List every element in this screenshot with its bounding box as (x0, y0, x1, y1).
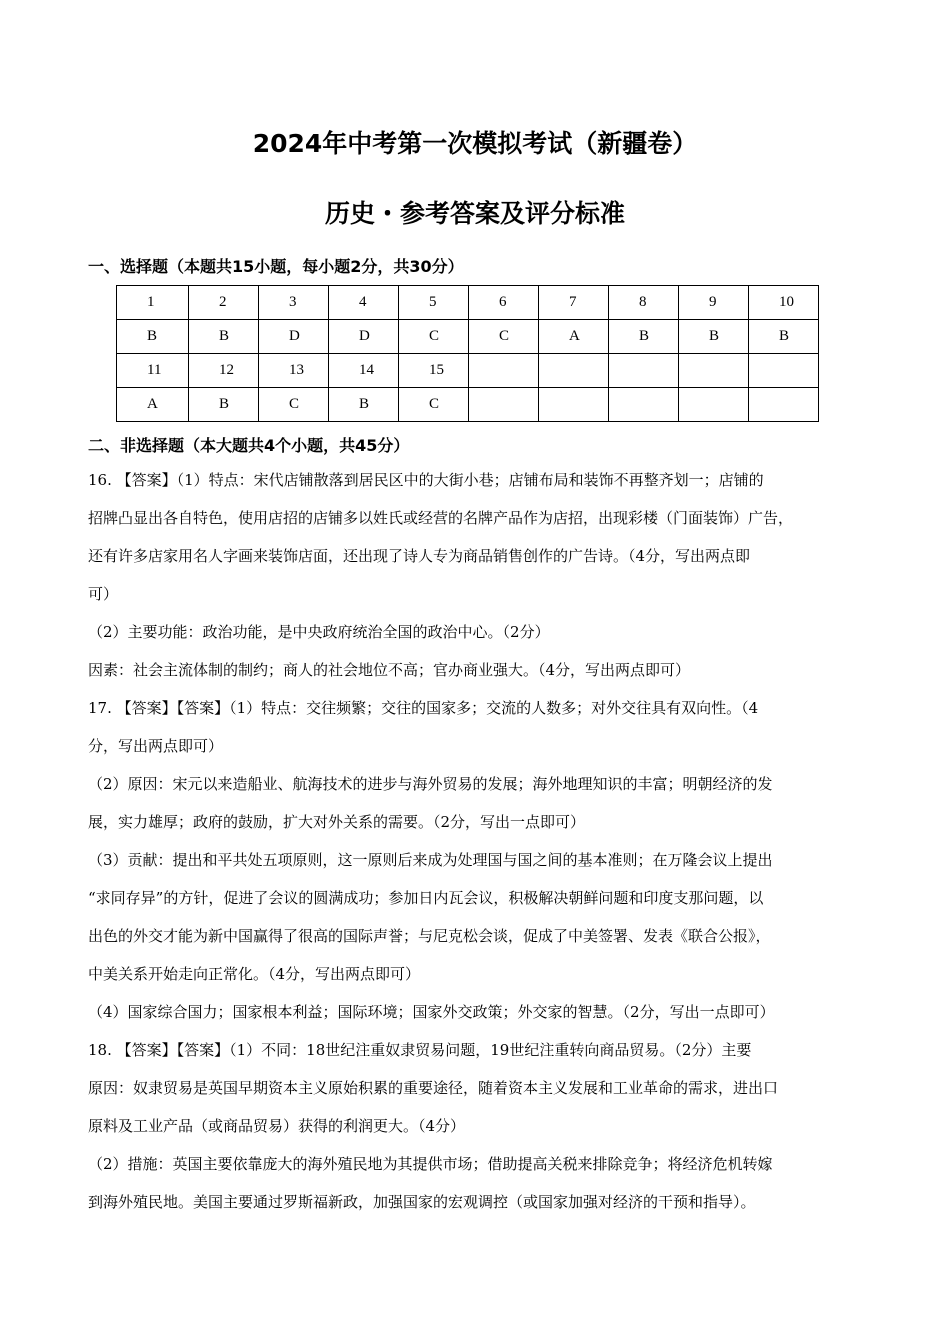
table-cell (469, 354, 539, 388)
table-cell: 2 (189, 286, 259, 320)
table-cell: 1 (117, 286, 189, 320)
table-cell: 9 (679, 286, 749, 320)
table-cell: B (189, 320, 259, 354)
table-cell (469, 388, 539, 422)
table-cell (539, 388, 609, 422)
table-cell: C (399, 388, 469, 422)
table-cell: B (329, 388, 399, 422)
answer-line: （2）主要功能：政治功能，是中央政府统治全国的政治中心。（2分） (88, 623, 550, 641)
table-cell: B (679, 320, 749, 354)
answer-line: 展，实力雄厚；政府的鼓励，扩大对外关系的需要。（2分，写出一点即可） (88, 813, 586, 831)
answer-line: 可） (88, 585, 119, 603)
table-cell (679, 354, 749, 388)
table-cell: D (259, 320, 329, 354)
table-cell: 12 (189, 354, 259, 388)
table-row (117, 354, 819, 388)
table-cell (679, 388, 749, 422)
answer-line: （4）国家综合国力；国家根本利益；国际环境；国家外交政策；外交家的智慧。（2分，写出一点即可） (88, 1003, 775, 1021)
table-cell: 14 (329, 354, 399, 388)
table-cell: 5 (399, 286, 469, 320)
table-cell: B (749, 320, 819, 354)
answer-line: （2）措施：英国主要依靠庞大的海外殖民地为其提供市场；借助提高关税来排除竞争；将经济危机转嫁 (88, 1155, 773, 1173)
table-cell: 6 (469, 286, 539, 320)
table-cell (609, 354, 679, 388)
table-cell: 8 (609, 286, 679, 320)
answer-line: 17. 【答案】【答案】（1）特点：交往频繁；交往的国家多；交流的人数多；对外交往具有双向性。（4 (88, 699, 759, 717)
table-row (117, 320, 819, 354)
answer-line: “求同存异”的方针，促进了会议的圆满成功；参加日内瓦会议，积极解决朝鲜问题和印度支那问题，以 (88, 889, 764, 907)
table-row (117, 286, 819, 320)
answer-line: （3）贡献：提出和平共处五项原则，这一原则后来成为处理国与国之间的基本准则；在万隆会议上提出 (88, 851, 773, 869)
table-row (117, 388, 819, 422)
answer-line: 还有许多店家用名人字画来装饰店面，还出现了诗人专为商品销售创作的广告诗。（4分，写出两点即 (88, 547, 751, 565)
answer-line: 原料及工业产品（或商品贸易）获得的利润更大。（4分） (88, 1117, 466, 1135)
answer-line: 18. 【答案】【答案】（1）不同：18世纪注重奴隶贸易问题，19世纪注重转向商品贸易。（2分）主要 (88, 1041, 752, 1059)
table-cell: 11 (117, 354, 189, 388)
section-heading-nonchoice: 二、非选择题（本大题共4个小题，共45分） (88, 436, 410, 455)
table-cell (749, 388, 819, 422)
table-cell: B (609, 320, 679, 354)
table-cell: 4 (329, 286, 399, 320)
table-cell: B (189, 388, 259, 422)
answer-line: （2）原因：宋元以来造船业、航海技术的进步与海外贸易的发展；海外地理知识的丰富；明朝经济的发 (88, 775, 773, 793)
table-cell (749, 354, 819, 388)
table-cell: A (539, 320, 609, 354)
answer-line: 原因：奴隶贸易是英国早期资本主义原始积累的重要途径，随着资本主义发展和工业革命的需求，进出口 (88, 1079, 779, 1097)
answer-line: 因素：社会主流体制的制约；商人的社会地位不高；官办商业强大。（4分，写出两点即可） (88, 661, 691, 679)
table-cell: 10 (749, 286, 819, 320)
answer-line: 到海外殖民地。美国主要通过罗斯福新政，加强国家的宏观调控（或国家加强对经济的干预和指导）。 (88, 1193, 756, 1211)
table-cell: 15 (399, 354, 469, 388)
table-cell: C (469, 320, 539, 354)
answer-line: 中美关系开始走向正常化。（4分，写出两点即可） (88, 965, 421, 983)
answer-table (116, 285, 819, 422)
table-cell: D (329, 320, 399, 354)
table-cell: A (117, 388, 189, 422)
table-cell (539, 354, 609, 388)
table-cell: 13 (259, 354, 329, 388)
page-subtitle: 历史・参考答案及评分标准 (324, 199, 625, 228)
answer-line: 分，写出两点即可） (88, 737, 224, 755)
table-cell: C (399, 320, 469, 354)
table-cell: 7 (539, 286, 609, 320)
table-cell: B (117, 320, 189, 354)
page-title: 2024年中考第一次模拟考试（新疆卷） (252, 129, 698, 158)
answer-line: 招牌凸显出各自特色，使用店招的店铺多以姓氏或经营的名牌产品作为店招，出现彩楼（门面装饰）广告， (88, 509, 794, 527)
section-heading-choice: 一、选择题（本题共15小题，每小题2分，共30分） (88, 257, 464, 276)
answer-text-block (88, 461, 868, 1221)
table-cell: 3 (259, 286, 329, 320)
table-cell: C (259, 388, 329, 422)
answer-line: 出色的外交才能为新中国赢得了很高的国际声誉；与尼克松会谈，促成了中美签署、发表《联合公报》， (88, 927, 771, 945)
table-cell (609, 388, 679, 422)
answer-line: 16. 【答案】（1）特点：宋代店铺散落到居民区中的大街小巷；店铺布局和装饰不再整齐划一；店铺的 (88, 471, 764, 489)
